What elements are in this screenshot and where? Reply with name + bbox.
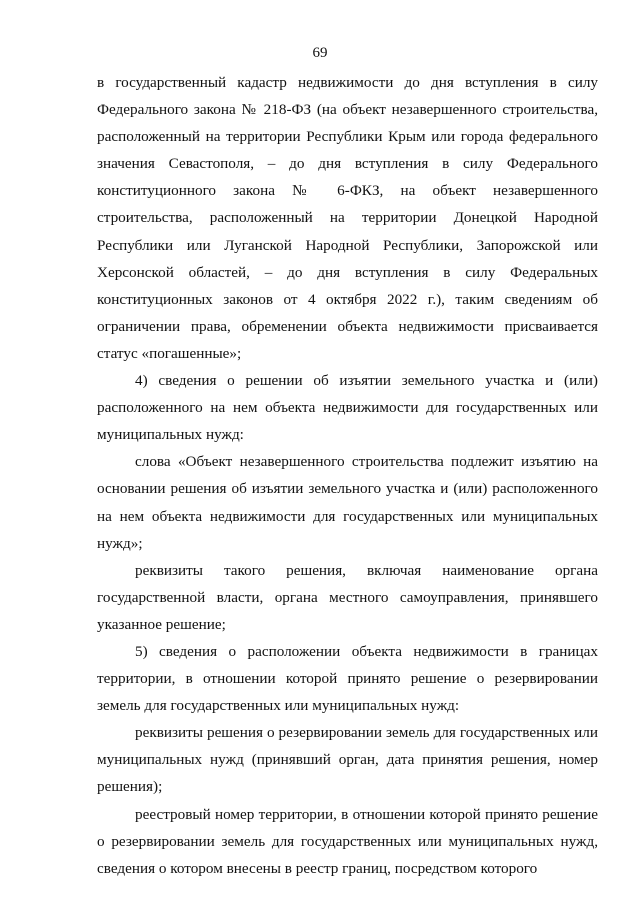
paragraph-item-4: 4) сведения о решении об изъятии земельного участка и (или) расположенного на нем объекта недвижимости для государственных или муниципальных нужд: xyxy=(97,372,598,444)
paragraph-continuation: в государственный кадастр недвижимости до дня вступления в силу Федерального закона № 218-ФЗ (на объект незавершенного строительства, расположенный на территории Республики Крым или города федерального значения Севастополя, – до дня вступления в силу Федерального конституционного закона № 6-ФКЗ, на объект незавершенного строительства, расположенный на территории Донецкой Народной Республики или Луганской Народной Республики, Запорожской или Херсонской областей, – до дня вступления в силу Федеральных конституционных законов от 4 октября 2022 г.), таким сведениям об ограничении права, обременении объекта недвижимости присваивается статус «погашенные»; xyxy=(97,74,598,362)
paragraph-item-5-registry-number: реестровый номер территории, в отношении которой принято решение о резервировании земель для государственных или муниципальных нужд, сведения о котором внесены в реестр границ, посредством которого xyxy=(97,805,598,877)
paragraph-item-4-words: слова «Объект незавершенного строительства подлежит изъятию на основании решения об изъятии земельного участка и (или) расположенного на нем объекта недвижимости для государственных или муниципальных нужд»; xyxy=(97,453,598,552)
document-body xyxy=(97,69,598,882)
page-number: 69 xyxy=(312,45,328,61)
paragraph-item-4-requisites: реквизиты такого решения, включая наименование органа государственной власти, органа местного самоуправления, принявшего указанное решение; xyxy=(97,561,598,633)
paragraph-item-5-requisites: реквизиты решения о резервировании земель для государственных или муниципальных нужд (принявший орган, дата принятия решения, номер решения); xyxy=(97,724,598,796)
paragraph-item-5: 5) сведения о расположении объекта недвижимости в границах территории, в отношении которой принято решение о резервировании земель для государственных или муниципальных нужд: xyxy=(97,642,598,715)
